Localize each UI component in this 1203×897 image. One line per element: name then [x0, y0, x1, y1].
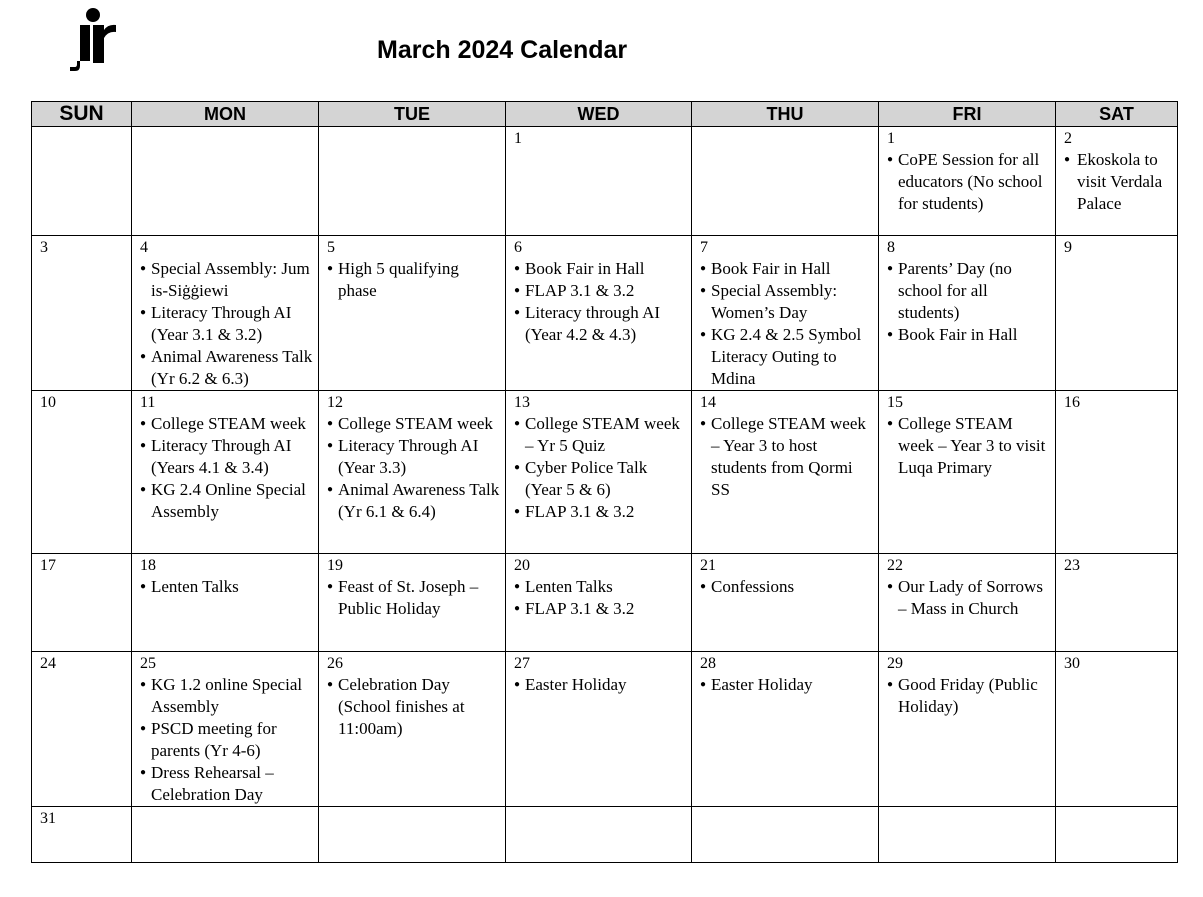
event-list — [692, 576, 878, 598]
event-item: ● Literacy Through AI (Years 4.1 & 3.4) — [140, 435, 314, 479]
event-item: ● Animal Awareness Talk (Yr 6.2 & 6.3) — [140, 346, 314, 390]
event-list — [692, 674, 878, 696]
day-number: 8 — [887, 239, 895, 256]
day-number: 16 — [1064, 394, 1080, 411]
day-number — [692, 127, 878, 149]
day-cell — [1056, 236, 1178, 391]
day-number: 7 — [700, 239, 708, 256]
day-number — [132, 807, 318, 829]
day-cell — [32, 652, 132, 807]
day-cell — [692, 391, 879, 554]
event-list — [879, 674, 1055, 718]
event-item: ● Special Assembly: Women’s Day — [700, 280, 874, 324]
day-cell — [879, 391, 1056, 554]
event-item: ● FLAP 3.1 & 3.2 — [514, 501, 687, 523]
day-cell — [1056, 652, 1178, 807]
week-row — [32, 127, 1178, 236]
day-number — [1056, 807, 1177, 829]
event-item: ● PSCD meeting for parents (Yr 4-6) — [140, 718, 314, 762]
day-number — [132, 127, 318, 149]
day-number: 10 — [40, 394, 56, 411]
day-number: 12 — [327, 394, 343, 411]
event-item: ● KG 1.2 online Special Assembly — [140, 674, 314, 718]
day-cell — [132, 127, 319, 236]
event-list — [879, 258, 1055, 346]
event-item: ● College STEAM week — [140, 413, 314, 435]
week-row — [32, 652, 1178, 807]
event-list — [1056, 149, 1177, 215]
week-row — [32, 391, 1178, 554]
day-number: 1 — [514, 130, 522, 147]
day-number: 23 — [1064, 557, 1080, 574]
day-number — [506, 807, 691, 829]
day-number: 29 — [887, 655, 903, 672]
day-cell — [506, 554, 692, 652]
day-cell — [32, 127, 132, 236]
day-number: 30 — [1064, 655, 1080, 672]
day-number — [879, 807, 1055, 829]
day-number — [319, 127, 505, 149]
day-cell — [132, 807, 319, 863]
event-item: ● Easter Holiday — [514, 674, 687, 696]
day-number: 13 — [514, 394, 530, 411]
event-item: ● College STEAM week — [327, 413, 501, 435]
day-cell — [319, 807, 506, 863]
day-number: 17 — [40, 557, 56, 574]
event-list — [506, 576, 691, 620]
day-number: 1 — [887, 130, 895, 147]
day-cell — [319, 127, 506, 236]
event-item: ● Book Fair in Hall — [887, 324, 1051, 346]
weekday-header-sun: SUN — [32, 102, 132, 127]
event-item: ● FLAP 3.1 & 3.2 — [514, 598, 687, 620]
day-cell — [32, 236, 132, 391]
day-number: 28 — [700, 655, 716, 672]
week-row — [32, 236, 1178, 391]
event-list — [692, 258, 878, 390]
day-number — [692, 807, 878, 829]
event-item: ● Lenten Talks — [140, 576, 314, 598]
weekday-header-thu: THU — [692, 102, 879, 127]
event-list — [319, 576, 505, 620]
weekday-header-row — [32, 102, 1178, 127]
day-cell — [879, 554, 1056, 652]
day-number: 31 — [40, 810, 56, 827]
week-row — [32, 807, 1178, 863]
school-logo-icon — [66, 8, 118, 74]
event-list — [319, 258, 505, 302]
day-cell — [506, 236, 692, 391]
day-cell — [879, 236, 1056, 391]
weekday-header-sat: SAT — [1056, 102, 1178, 127]
weekday-header-fri: FRI — [879, 102, 1056, 127]
day-cell — [319, 236, 506, 391]
day-number: 4 — [140, 239, 148, 256]
event-list — [506, 674, 691, 696]
day-cell — [506, 807, 692, 863]
day-cell — [319, 391, 506, 554]
day-cell — [132, 652, 319, 807]
event-item: ● Feast of St. Joseph – Public Holiday — [327, 576, 501, 620]
day-cell — [506, 391, 692, 554]
event-list — [879, 149, 1055, 215]
day-cell — [132, 554, 319, 652]
day-cell — [692, 554, 879, 652]
day-number: 3 — [40, 239, 48, 256]
event-item: ● Cyber Police Talk (Year 5 & 6) — [514, 457, 687, 501]
day-cell — [32, 807, 132, 863]
day-number: 15 — [887, 394, 903, 411]
event-item: ● Ekoskola to visit Verdala Palace — [1064, 149, 1173, 215]
day-cell — [879, 652, 1056, 807]
event-list — [506, 413, 691, 523]
event-item: ● CoPE Session for all educators (No school for students) — [887, 149, 1051, 215]
day-number: 18 — [140, 557, 156, 574]
event-list — [506, 258, 691, 346]
day-cell — [32, 554, 132, 652]
event-item: ● Dress Rehearsal – Celebration Day — [140, 762, 314, 806]
day-cell — [1056, 391, 1178, 554]
day-number: 21 — [700, 557, 716, 574]
event-list — [319, 674, 505, 740]
day-number: 27 — [514, 655, 530, 672]
event-item: ● College STEAM week – Year 3 to visit Luqa Primary — [887, 413, 1051, 479]
event-item: ● High 5 qualifying phase — [327, 258, 501, 302]
day-cell — [1056, 554, 1178, 652]
event-item: ● Parents’ Day (no school for all students) — [887, 258, 1051, 324]
event-item: ● Good Friday (Public Holiday) — [887, 674, 1051, 718]
event-item: ● Animal Awareness Talk (Yr 6.1 & 6.4) — [327, 479, 501, 523]
day-number: 19 — [327, 557, 343, 574]
event-item: ● Confessions — [700, 576, 874, 598]
event-list — [879, 576, 1055, 620]
event-item: ● Special Assembly: Jum is-Siġġiewi — [140, 258, 314, 302]
day-cell — [319, 554, 506, 652]
event-list — [132, 258, 318, 390]
event-item: ● Our Lady of Sorrows – Mass in Church — [887, 576, 1051, 620]
event-item: ● Book Fair in Hall — [514, 258, 687, 280]
event-item: ● College STEAM week – Yr 5 Quiz — [514, 413, 687, 457]
page-title: March 2024 Calendar — [377, 36, 628, 64]
day-number: 22 — [887, 557, 903, 574]
day-cell — [506, 127, 692, 236]
weekday-header-tue: TUE — [319, 102, 506, 127]
day-cell — [1056, 127, 1178, 236]
weekday-header-wed: WED — [506, 102, 692, 127]
day-cell — [1056, 807, 1178, 863]
day-cell — [132, 391, 319, 554]
event-item: ● KG 2.4 & 2.5 Symbol Literacy Outing to Mdina — [700, 324, 874, 390]
event-item: ● Literacy through AI (Year 4.2 & 4.3) — [514, 302, 687, 346]
event-item: ● KG 2.4 Online Special Assembly — [140, 479, 314, 523]
event-list — [132, 674, 318, 806]
day-number: 11 — [140, 394, 156, 411]
event-list — [132, 576, 318, 598]
day-cell — [32, 391, 132, 554]
day-cell — [692, 236, 879, 391]
day-number: 2 — [1064, 130, 1072, 147]
event-list — [879, 413, 1055, 479]
weekday-header-mon: MON — [132, 102, 319, 127]
day-cell — [132, 236, 319, 391]
day-number: 5 — [327, 239, 335, 256]
event-list — [319, 413, 505, 523]
day-cell — [879, 807, 1056, 863]
event-item: ● College STEAM week – Year 3 to host students from Qormi SS — [700, 413, 874, 501]
day-number — [319, 807, 505, 829]
event-item: ● Literacy Through AI (Year 3.1 & 3.2) — [140, 302, 314, 346]
event-item: ● Lenten Talks — [514, 576, 687, 598]
event-item: ● Easter Holiday — [700, 674, 874, 696]
day-number — [32, 127, 131, 149]
day-cell — [692, 807, 879, 863]
day-number: 25 — [140, 655, 156, 672]
event-item: ● Celebration Day (School finishes at 11:00am) — [327, 674, 501, 740]
day-cell — [506, 652, 692, 807]
day-number: 9 — [1064, 239, 1072, 256]
calendar-grid — [31, 101, 1178, 863]
day-number: 6 — [514, 239, 522, 256]
day-number: 26 — [327, 655, 343, 672]
event-item: ● Book Fair in Hall — [700, 258, 874, 280]
day-number: 20 — [514, 557, 530, 574]
day-cell — [879, 127, 1056, 236]
day-number: 14 — [700, 394, 716, 411]
week-row — [32, 554, 1178, 652]
day-cell — [319, 652, 506, 807]
event-item: ● FLAP 3.1 & 3.2 — [514, 280, 687, 302]
event-item: ● Literacy Through AI (Year 3.3) — [327, 435, 501, 479]
event-list — [692, 413, 878, 501]
day-number: 24 — [40, 655, 56, 672]
event-list — [132, 413, 318, 523]
day-cell — [692, 127, 879, 236]
day-cell — [692, 652, 879, 807]
